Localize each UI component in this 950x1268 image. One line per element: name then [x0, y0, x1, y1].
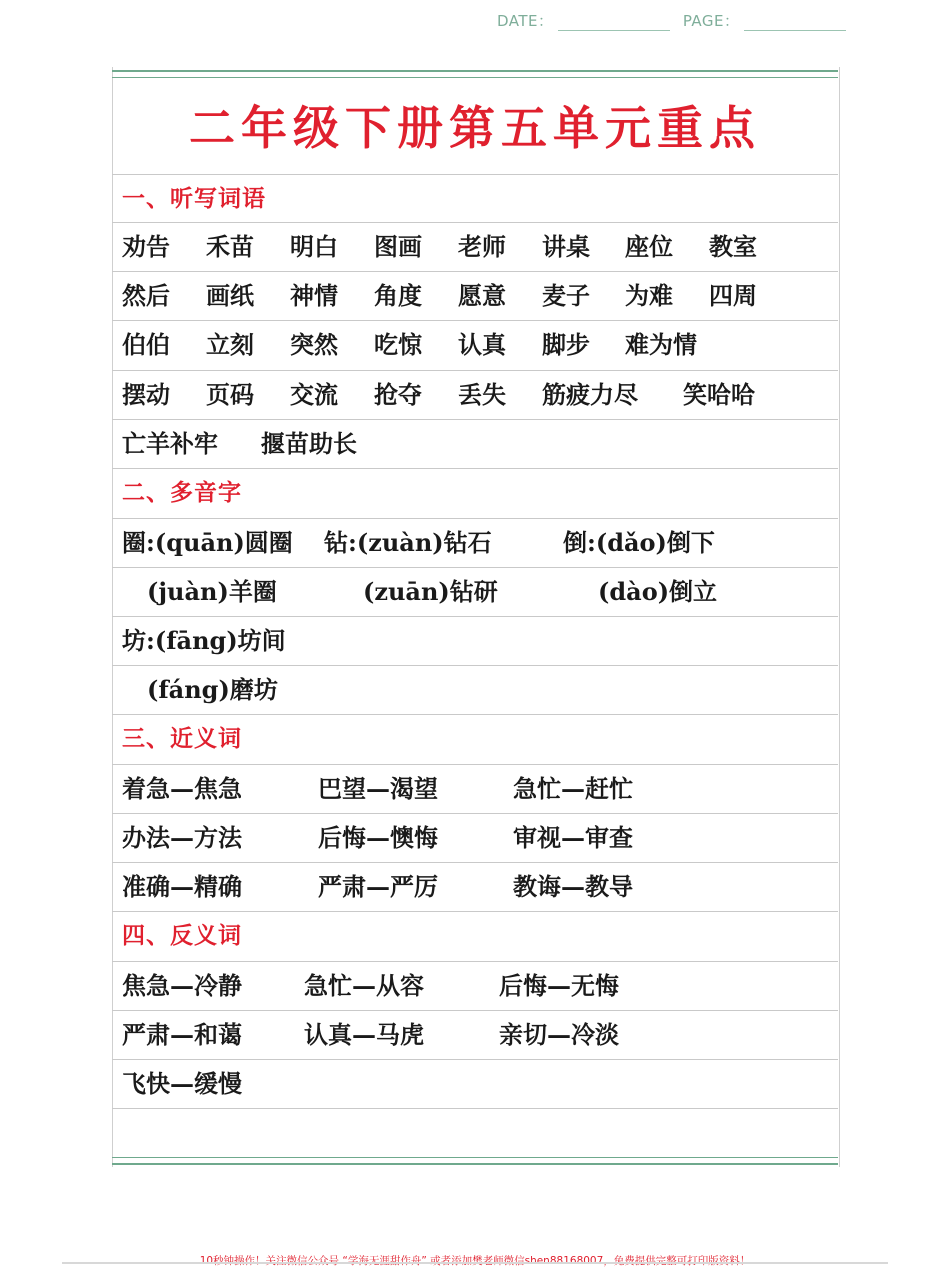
synonym-pair: 着急—焦急	[122, 774, 242, 803]
synonym-pair: 严肃—严厉	[318, 872, 438, 901]
date-page-header	[497, 10, 846, 31]
date-blank-line	[558, 14, 670, 31]
synonym-pair: 巴望—渴望	[318, 774, 438, 803]
word-item: 然后	[122, 281, 170, 310]
footer-divider	[62, 1262, 888, 1264]
ruled-line	[112, 1108, 838, 1109]
word-item: 丢失	[458, 380, 506, 409]
word-item: 为难	[625, 281, 673, 310]
word-item: 麦子	[542, 281, 590, 310]
word-item: 抢夺	[374, 380, 422, 409]
synonym-pair: 后悔—懊悔	[318, 823, 438, 852]
word-item: 禾苗	[206, 232, 254, 261]
word-item: 角度	[374, 281, 422, 310]
synonym-pair: 办法—方法	[122, 823, 242, 852]
word-item: 页码	[206, 380, 254, 409]
word-item: 吃惊	[374, 330, 422, 359]
antonym-pair: 认真—马虎	[304, 1020, 424, 1049]
word-item: 摆动	[122, 380, 170, 409]
word-item: 交流	[290, 380, 338, 409]
ruled-line	[112, 419, 838, 420]
polyphone-item: 钻:(zuàn)钻石	[324, 528, 492, 557]
word-item: 座位	[625, 232, 673, 261]
footer-notice: 10秒钟操作！关注微信公众号 “学海无涯甜作舟” 或者添加樊老师微信shen88168007，免费提供完整可打印版资料！	[199, 1255, 751, 1267]
polyphone-item: (fáng)磨坊	[147, 675, 278, 704]
word-item: 讲桌	[542, 232, 590, 261]
word-item: 揠苗助长	[261, 429, 357, 458]
antonym-pair: 后悔—无悔	[499, 971, 619, 1000]
word-item: 伯伯	[122, 330, 170, 359]
antonym-pair: 急忙—从容	[304, 971, 424, 1000]
antonym-pair: 飞快—缓慢	[122, 1069, 242, 1098]
word-item: 四周	[709, 281, 757, 310]
synonym-pair: 准确—精确	[122, 872, 242, 901]
polyphone-item: (zuān)钻研	[363, 577, 498, 606]
page-label: PAGE：	[682, 12, 740, 30]
polyphone-item: 坊:(fāng)坊间	[122, 626, 286, 655]
word-item: 画纸	[206, 281, 254, 310]
top-double-rule	[112, 70, 838, 78]
word-item: 教室	[709, 232, 757, 261]
word-item: 愿意	[458, 281, 506, 310]
section-heading-antonyms: 四、反义词	[122, 922, 242, 949]
polyphone-item: (dào)倒立	[598, 577, 718, 606]
date-label: DATE：	[497, 12, 554, 30]
bottom-double-rule	[112, 1157, 838, 1165]
word-item: 认真	[458, 330, 506, 359]
synonym-pair: 急忙—赶忙	[513, 774, 633, 803]
polyphone-item: 倒:(dǎo)倒下	[563, 528, 715, 557]
section-heading-dictation: 一、听写词语	[122, 185, 266, 212]
section-heading-polyphones: 二、多音字	[122, 479, 242, 506]
word-item: 脚步	[542, 330, 590, 359]
word-item: 筋疲力尽	[542, 380, 638, 409]
word-item: 图画	[374, 232, 422, 261]
antonym-pair: 焦急—冷静	[122, 971, 242, 1000]
page-blank-line	[744, 14, 846, 31]
synonym-pair: 教诲—教导	[513, 872, 633, 901]
word-item: 明白	[290, 232, 338, 261]
polyphone-item: (juàn)羊圈	[147, 577, 277, 606]
antonym-pair: 亲切—冷淡	[499, 1020, 619, 1049]
word-item: 立刻	[206, 330, 254, 359]
word-item: 亡羊补牢	[122, 429, 218, 458]
antonym-pair: 严肃—和蔼	[122, 1020, 242, 1049]
word-item: 突然	[290, 330, 338, 359]
word-item: 笑哈哈	[683, 380, 755, 409]
section-heading-synonyms: 三、近义词	[122, 725, 242, 752]
polyphone-item: 圈:(quān)圆圈	[122, 528, 293, 557]
page-title: 二年级下册第五单元重点	[189, 101, 761, 155]
word-item: 难为情	[625, 330, 697, 359]
synonym-pair: 审视—审查	[513, 823, 633, 852]
word-item: 劝告	[122, 232, 170, 261]
word-item: 神情	[290, 281, 338, 310]
word-item: 老师	[458, 232, 506, 261]
